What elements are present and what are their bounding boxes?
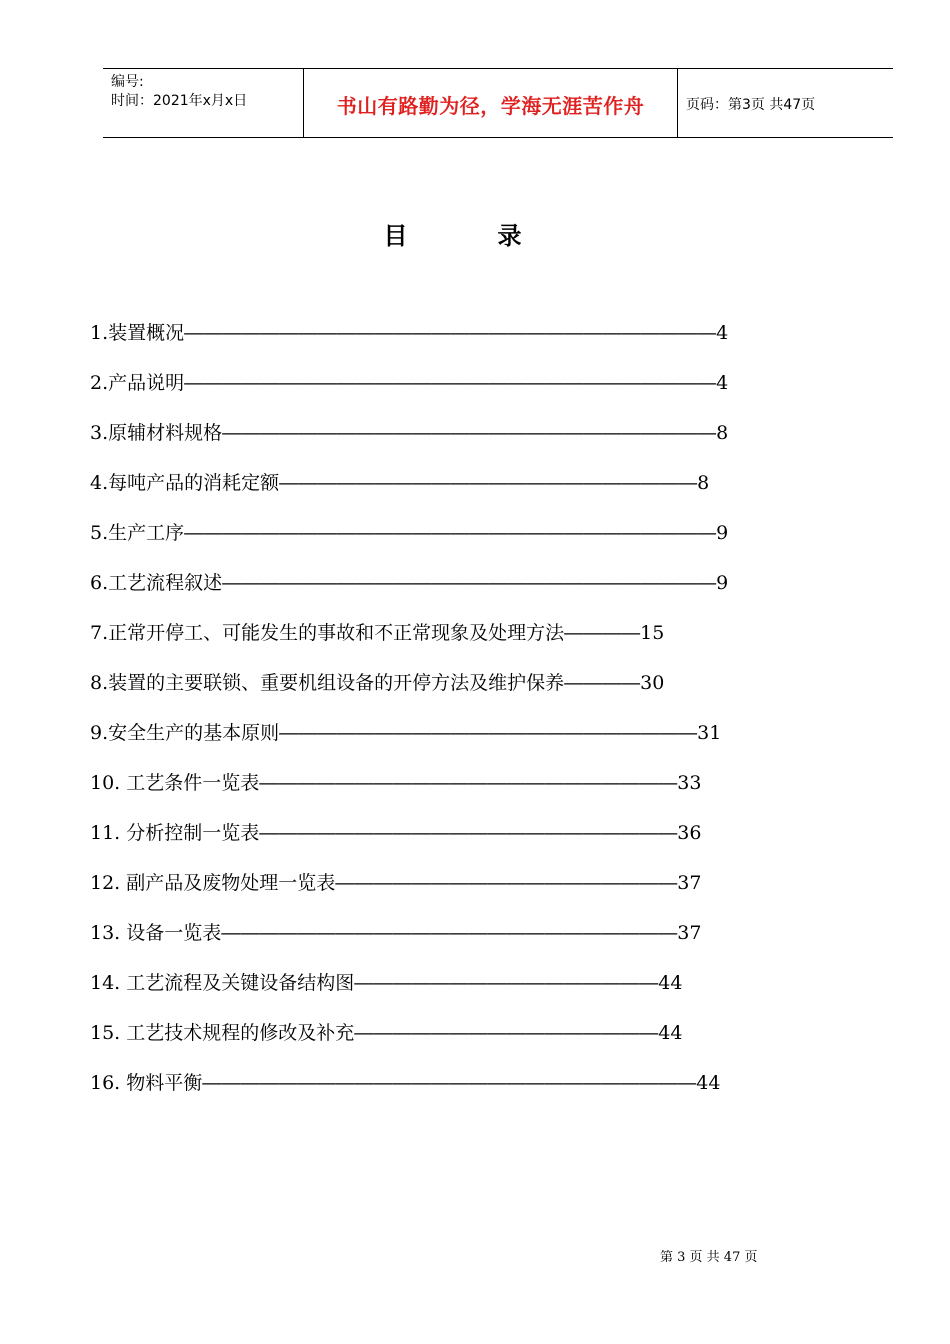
page-header bbox=[103, 68, 893, 138]
header-motto: 书山有路勤为径，学海无涯苦作舟 bbox=[336, 93, 645, 118]
toc-entry[interactable]: 4.每吨产品的消耗定额――――――――――――――――――――――8 bbox=[90, 472, 710, 494]
toc-entry[interactable]: 16. 物料平衡――――――――――――――――――――――――――44 bbox=[90, 1072, 721, 1094]
toc-title: 目录 bbox=[383, 222, 612, 250]
page-footer: 第 3 页 共 47 页 bbox=[660, 1250, 758, 1265]
header-motto-cell bbox=[304, 69, 678, 137]
toc-entry[interactable]: 14. 工艺流程及关键设备结构图――――――――――――――――44 bbox=[90, 972, 683, 994]
header-page-cell bbox=[678, 69, 893, 137]
toc-entry[interactable]: 1.装置概况――――――――――――――――――――――――――――4 bbox=[90, 322, 729, 344]
header-page-label: 页码：第3页 共47页 bbox=[686, 97, 816, 113]
serial-label: 编号: bbox=[111, 74, 144, 90]
toc-entry[interactable]: 12. 副产品及废物处理一览表――――――――――――――――――37 bbox=[90, 872, 702, 894]
toc-entry[interactable]: 7.正常开停工、可能发生的事故和不正常现象及处理方法――――15 bbox=[90, 622, 665, 644]
toc-entry[interactable]: 11. 分析控制一览表――――――――――――――――――――――36 bbox=[90, 822, 702, 844]
toc-entry[interactable]: 5.生产工序――――――――――――――――――――――――――――9 bbox=[90, 522, 729, 544]
toc-entry[interactable]: 8.装置的主要联锁、重要机组设备的开停方法及维护保养――――30 bbox=[90, 672, 665, 694]
toc-entry[interactable]: 9.安全生产的基本原则――――――――――――――――――――――31 bbox=[90, 722, 722, 744]
table-of-contents bbox=[90, 318, 780, 1118]
time-label: 时间：2021年x月x日 bbox=[111, 93, 248, 109]
toc-entry[interactable]: 13. 设备一览表――――――――――――――――――――――――37 bbox=[90, 922, 702, 944]
toc-entry[interactable]: 10. 工艺条件一览表――――――――――――――――――――――33 bbox=[90, 772, 702, 794]
toc-entry[interactable]: 6.工艺流程叙述――――――――――――――――――――――――――9 bbox=[90, 572, 729, 594]
header-meta bbox=[103, 69, 304, 137]
toc-entry[interactable]: 15. 工艺技术规程的修改及补充――――――――――――――――44 bbox=[90, 1022, 683, 1044]
toc-entry[interactable]: 2.产品说明――――――――――――――――――――――――――――4 bbox=[90, 372, 729, 394]
toc-entry[interactable]: 3.原辅材料规格――――――――――――――――――――――――――8 bbox=[90, 422, 729, 444]
